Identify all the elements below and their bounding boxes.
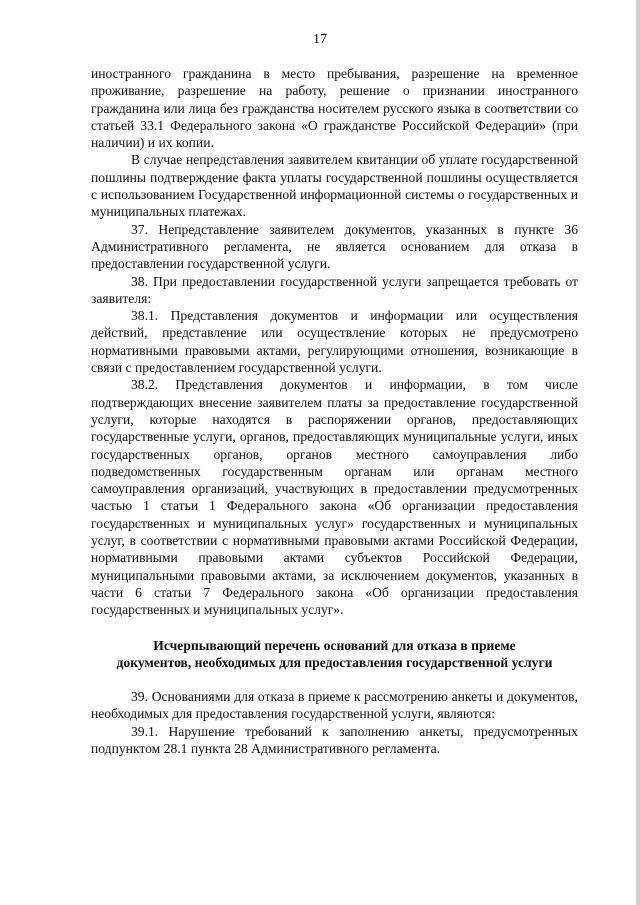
spacer <box>91 671 578 688</box>
section-heading <box>91 637 578 672</box>
document-body <box>91 65 578 757</box>
heading-line-1: Исчерпывающий перечень оснований для отказа в приеме <box>153 637 516 653</box>
paragraph: иностранного гражданина в место пребывания, разрешение на временное проживание, разрешение на работу, решение о признании иностранного гражданина или лица без гражданства носителем русского языка в соответствии со статьей 33.1 Федерального закона «О гражданстве Российской Федерации» (при наличии) и их копии. <box>91 66 578 151</box>
heading-line-2: документов, необходимых для предоставления государственной услуги <box>116 654 553 670</box>
page-edge <box>636 0 640 905</box>
paragraph: 38.2. Представления документов и информации, в том числе подтверждающих внесение заявителем платы за предоставление государственной услуги, которые находятся в распоряжении органов, предоставляющих государственные услуги, органов, предоставляющих муниципальные услуги, иных государственных органов, органов местного самоуправления либо подведомственных государственным органам или органам местного самоуправления организаций, участвующих в предоставлении предусмотренных частью 1 статьи 1 Федерального закона «Об организации предоставления государственных и муниципальных услуг» государственных и муниципальных услуг, в соответствии с нормативными правовыми актами Российской Федерации, нормативными правовыми актами субъектов Российской Федерации, муниципальными правовыми актами, за исключением документов, указанных в части 6 статьи 7 Федерального закона «Об организации предоставления государственных и муниципальных услуг». <box>91 377 578 618</box>
paragraph: 39.1. Нарушение требований к заполнению анкеты, предусмотренных подпунктом 28.1 пункта 28 Административного регламента. <box>91 723 578 756</box>
paragraph: В случае непредставления заявителем квитанции об уплате государственной пошлины подтверждение факта уплаты государственной пошлины осуществляется с использованием Государственной информационной системы о государственных и муниципальных платежах. <box>91 152 578 220</box>
page-number: 17 <box>313 32 327 47</box>
paragraph: 38. При предоставлении государственной услуги запрещается требовать от заявителя: <box>91 273 578 306</box>
paragraph: 38.1. Представления документов и информации или осуществления действий, представление или осуществление которых не предусмотрено нормативными правовыми актами, регулирующими отношения, возникающие в связи с предоставлением государственной услуги. <box>91 308 578 376</box>
paragraph: 39. Основаниями для отказа в приеме к рассмотрению анкеты и документов, необходимых для предоставления государственной услуги, являются: <box>91 689 578 722</box>
paragraph: 37. Непредставление заявителем документов, указанных в пункте 36 Административного регламента, не является основанием для отказа в предоставлении государственной услуги. <box>91 221 578 272</box>
